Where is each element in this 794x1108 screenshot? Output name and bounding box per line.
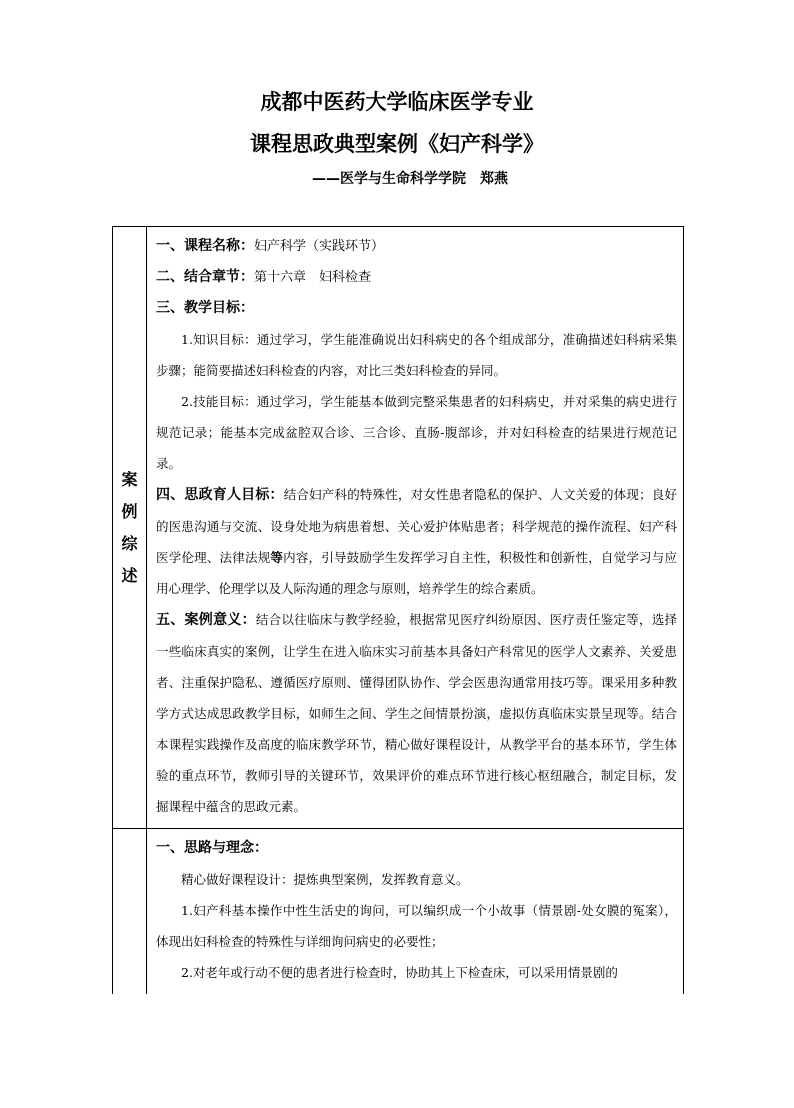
approach-item-2: 2.对老年或行动不便的患者进行检查时，协助其上下检查床，可以采用情景剧的	[181, 965, 618, 980]
case-overview-side-cell	[113, 227, 147, 828]
course-name-value: 妇产科学（实践环节）	[254, 239, 385, 254]
case-meaning-paragraph	[156, 604, 677, 822]
teaching-goals-label: 三、教学目标：	[156, 300, 254, 316]
approach-item-1: 1.妇产科基本操作中性生活史的询问，可以编织成一个小故事（情景剧-处女膜的冤案），体现出妇科检查的特殊性与详细询问病史的必要性；	[156, 903, 677, 949]
ideology-goal-text-b: 内容，引导鼓励学生发挥学习自主性，积极性和创新性，自觉学习与应用心理学、伦理学以及人际沟通的理念与原则，培养学生的综合素质。	[156, 550, 677, 596]
approach-row	[113, 829, 683, 994]
ideology-goal-emphasis: 等	[270, 550, 284, 565]
teaching-goals-heading	[156, 293, 677, 324]
ideology-goal-text-a: 结合妇产科的特殊性，对女性患者隐私的保护、人文关爱的体现；良好的医患沟通与交流、设身处地为病患着想、关心爱护体贴患者；科学规范的操作流程、妇产科医学伦理、法律法规	[156, 487, 677, 565]
course-name-line	[156, 231, 677, 262]
case-overview-row	[113, 227, 683, 829]
skill-goal-paragraph: 2.技能目标：通过学习，学生能基本做到完整采集患者的妇科病史，并对采集的病史进行规范记录；能基本完成盆腔双合诊、三合诊、直肠-腹部诊，并对妇科检查的结果进行规范记录。	[156, 394, 677, 471]
document-subtitle: 课程思政典型案例《妇产科学》	[250, 132, 544, 156]
approach-intro: 精心做好课程设计：提炼典型案例，发挥教育意义。	[181, 872, 469, 887]
approach-heading	[156, 833, 677, 864]
ideology-goal-paragraph	[156, 479, 677, 604]
approach-label: 一、思路与理念：	[156, 840, 268, 856]
chapter-label: 二、结合章节：	[156, 269, 254, 285]
case-table	[112, 226, 684, 994]
case-overview-content	[147, 227, 683, 828]
approach-content	[147, 829, 683, 994]
case-meaning-label: 五、案例意义：	[156, 612, 256, 628]
case-overview-label: 案例综述	[121, 469, 138, 585]
knowledge-goal-paragraph: 1.知识目标：通过学习，学生能准确说出妇科病史的各个组成部分，准确描述妇科病采集步骤；能简要描述妇科检查的内容，对比三类妇科检查的异同。	[156, 332, 677, 378]
case-meaning-text: 结合以往临床与教学经验，根据常见医疗纠纷原因、医疗责任鉴定等，选择一些临床真实的案例，让学生在进入临床实习前基本具备妇产科常见的医学人文素养、关爱患者、注重保护隐私、遵循医疗原则、懂得团队协作、学会医患沟通常用技巧等。课采用多种教学方式达成思政教学目标，如师生之间、学生之间情景扮演，虚拟仿真临床实景呈现等。结合本课程实践操作及高度的临床教学环节，精心做好课程设计，从教学平台的基本环节，学生体验的重点环节，教师引导的关键环节，效果评价的难点环节进行核心枢纽融合，制定目标，发掘课程中蕴含的思政元素。	[156, 612, 677, 814]
author-line: ——医学与生命科学学院 郑燕	[312, 171, 508, 187]
approach-side-cell	[113, 829, 147, 994]
ideology-goal-label: 四、思政育人目标：	[156, 487, 284, 503]
document-title: 成都中医药大学临床医学专业	[260, 90, 534, 114]
chapter-value: 第十六章 妇科检查	[254, 270, 372, 285]
chapter-line	[156, 262, 677, 293]
course-name-label: 一、课程名称：	[156, 238, 254, 254]
